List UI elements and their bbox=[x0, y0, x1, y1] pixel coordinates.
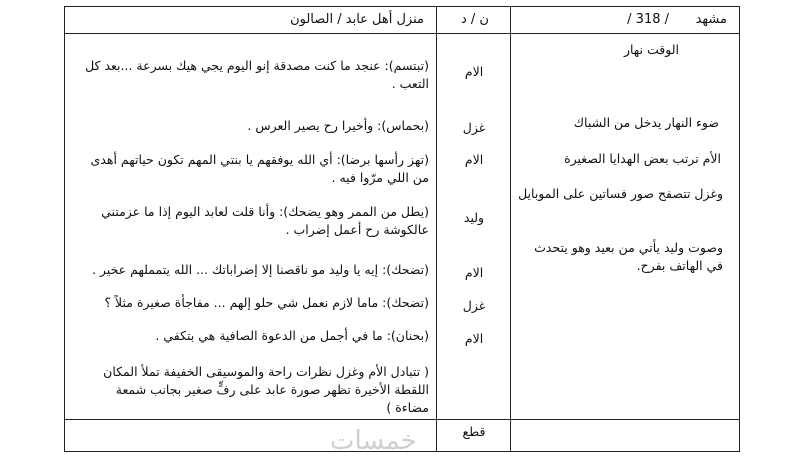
dialogue-line: (يطل من الممر وهو يضحك): وأنا قلت لعابد اليوم إذا ما عزمتني عالكوشة رح أعمل إضراب . bbox=[101, 204, 429, 237]
watermark-logo: خمسات bbox=[330, 426, 417, 456]
int-ext-label: ن / د bbox=[461, 12, 489, 27]
scene-desc-mother: الأم ترتب بعض الهدايا الصغيرة bbox=[564, 151, 721, 166]
speaker-name: غزل bbox=[462, 298, 486, 313]
stage-direction: ( تتبادل الأم وغزل نظرات راحة والموسيقى الخفيفة تملأ المكان اللقطة الأخيرة تظهر صورة عابد على رفٍّ صغير بجانب شمعة مضاءة ) bbox=[103, 364, 429, 415]
speaker-name: الام bbox=[464, 64, 484, 79]
speaker-name: غزل bbox=[462, 120, 486, 135]
speaker-name: وليد bbox=[463, 210, 485, 225]
footer-divider bbox=[65, 419, 739, 420]
scene-time: الوقت نهار bbox=[623, 42, 679, 57]
scene-desc-light: ضوء النهار يدخل من الشباك bbox=[573, 115, 719, 130]
dialogue-line: (تضحك): ماما لازم نعمل شي حلو إلهم ... مفاجأة صغيرة مثلاً ؟ bbox=[104, 295, 429, 310]
scene-desc-ghazal: وغزل تتصفح صور فساتين على الموبايل bbox=[518, 186, 723, 201]
scene-label: مشهد bbox=[695, 12, 727, 27]
scene-number: / 318 / bbox=[627, 12, 669, 27]
dialogue-line: (تضحك): إيه يا وليد مو ناقصنا إلا إضراباتك ... الله يتمملهم عخير . bbox=[91, 262, 429, 277]
script-table bbox=[64, 6, 740, 452]
dialogue-line: (تهز رأسها برضا): أي الله يوفقهم يا بنتي المهم تكون حياتهم أهدى من اللي مرّوا فيه . bbox=[90, 152, 429, 185]
speaker-name: الام bbox=[464, 265, 484, 280]
column-divider-1 bbox=[436, 7, 437, 451]
dialogue-line: (بحماس): وأخيرا رح يصير العرس . bbox=[247, 118, 429, 133]
transition-cut: قطع bbox=[462, 424, 486, 439]
dialogue-line: (تبتسم): عنجد ما كنت مصدقة إنو اليوم يجي هيك بسرعة ...بعد كل التعب . bbox=[85, 58, 429, 91]
speaker-name: الام bbox=[464, 152, 484, 167]
speaker-name: الام bbox=[464, 331, 484, 346]
column-divider-2 bbox=[510, 7, 511, 451]
header-divider bbox=[65, 33, 739, 34]
dialogue-line: (بحنان): ما في أجمل من الدعوة الصافية هي بتكفي . bbox=[155, 328, 429, 343]
scene-desc-walid: وصوت وليد يأتي من بعيد وهو يتحدث في الهاتف بفرح. bbox=[534, 240, 723, 273]
location-label: منزل أهل عابد / الصالون bbox=[290, 12, 424, 27]
